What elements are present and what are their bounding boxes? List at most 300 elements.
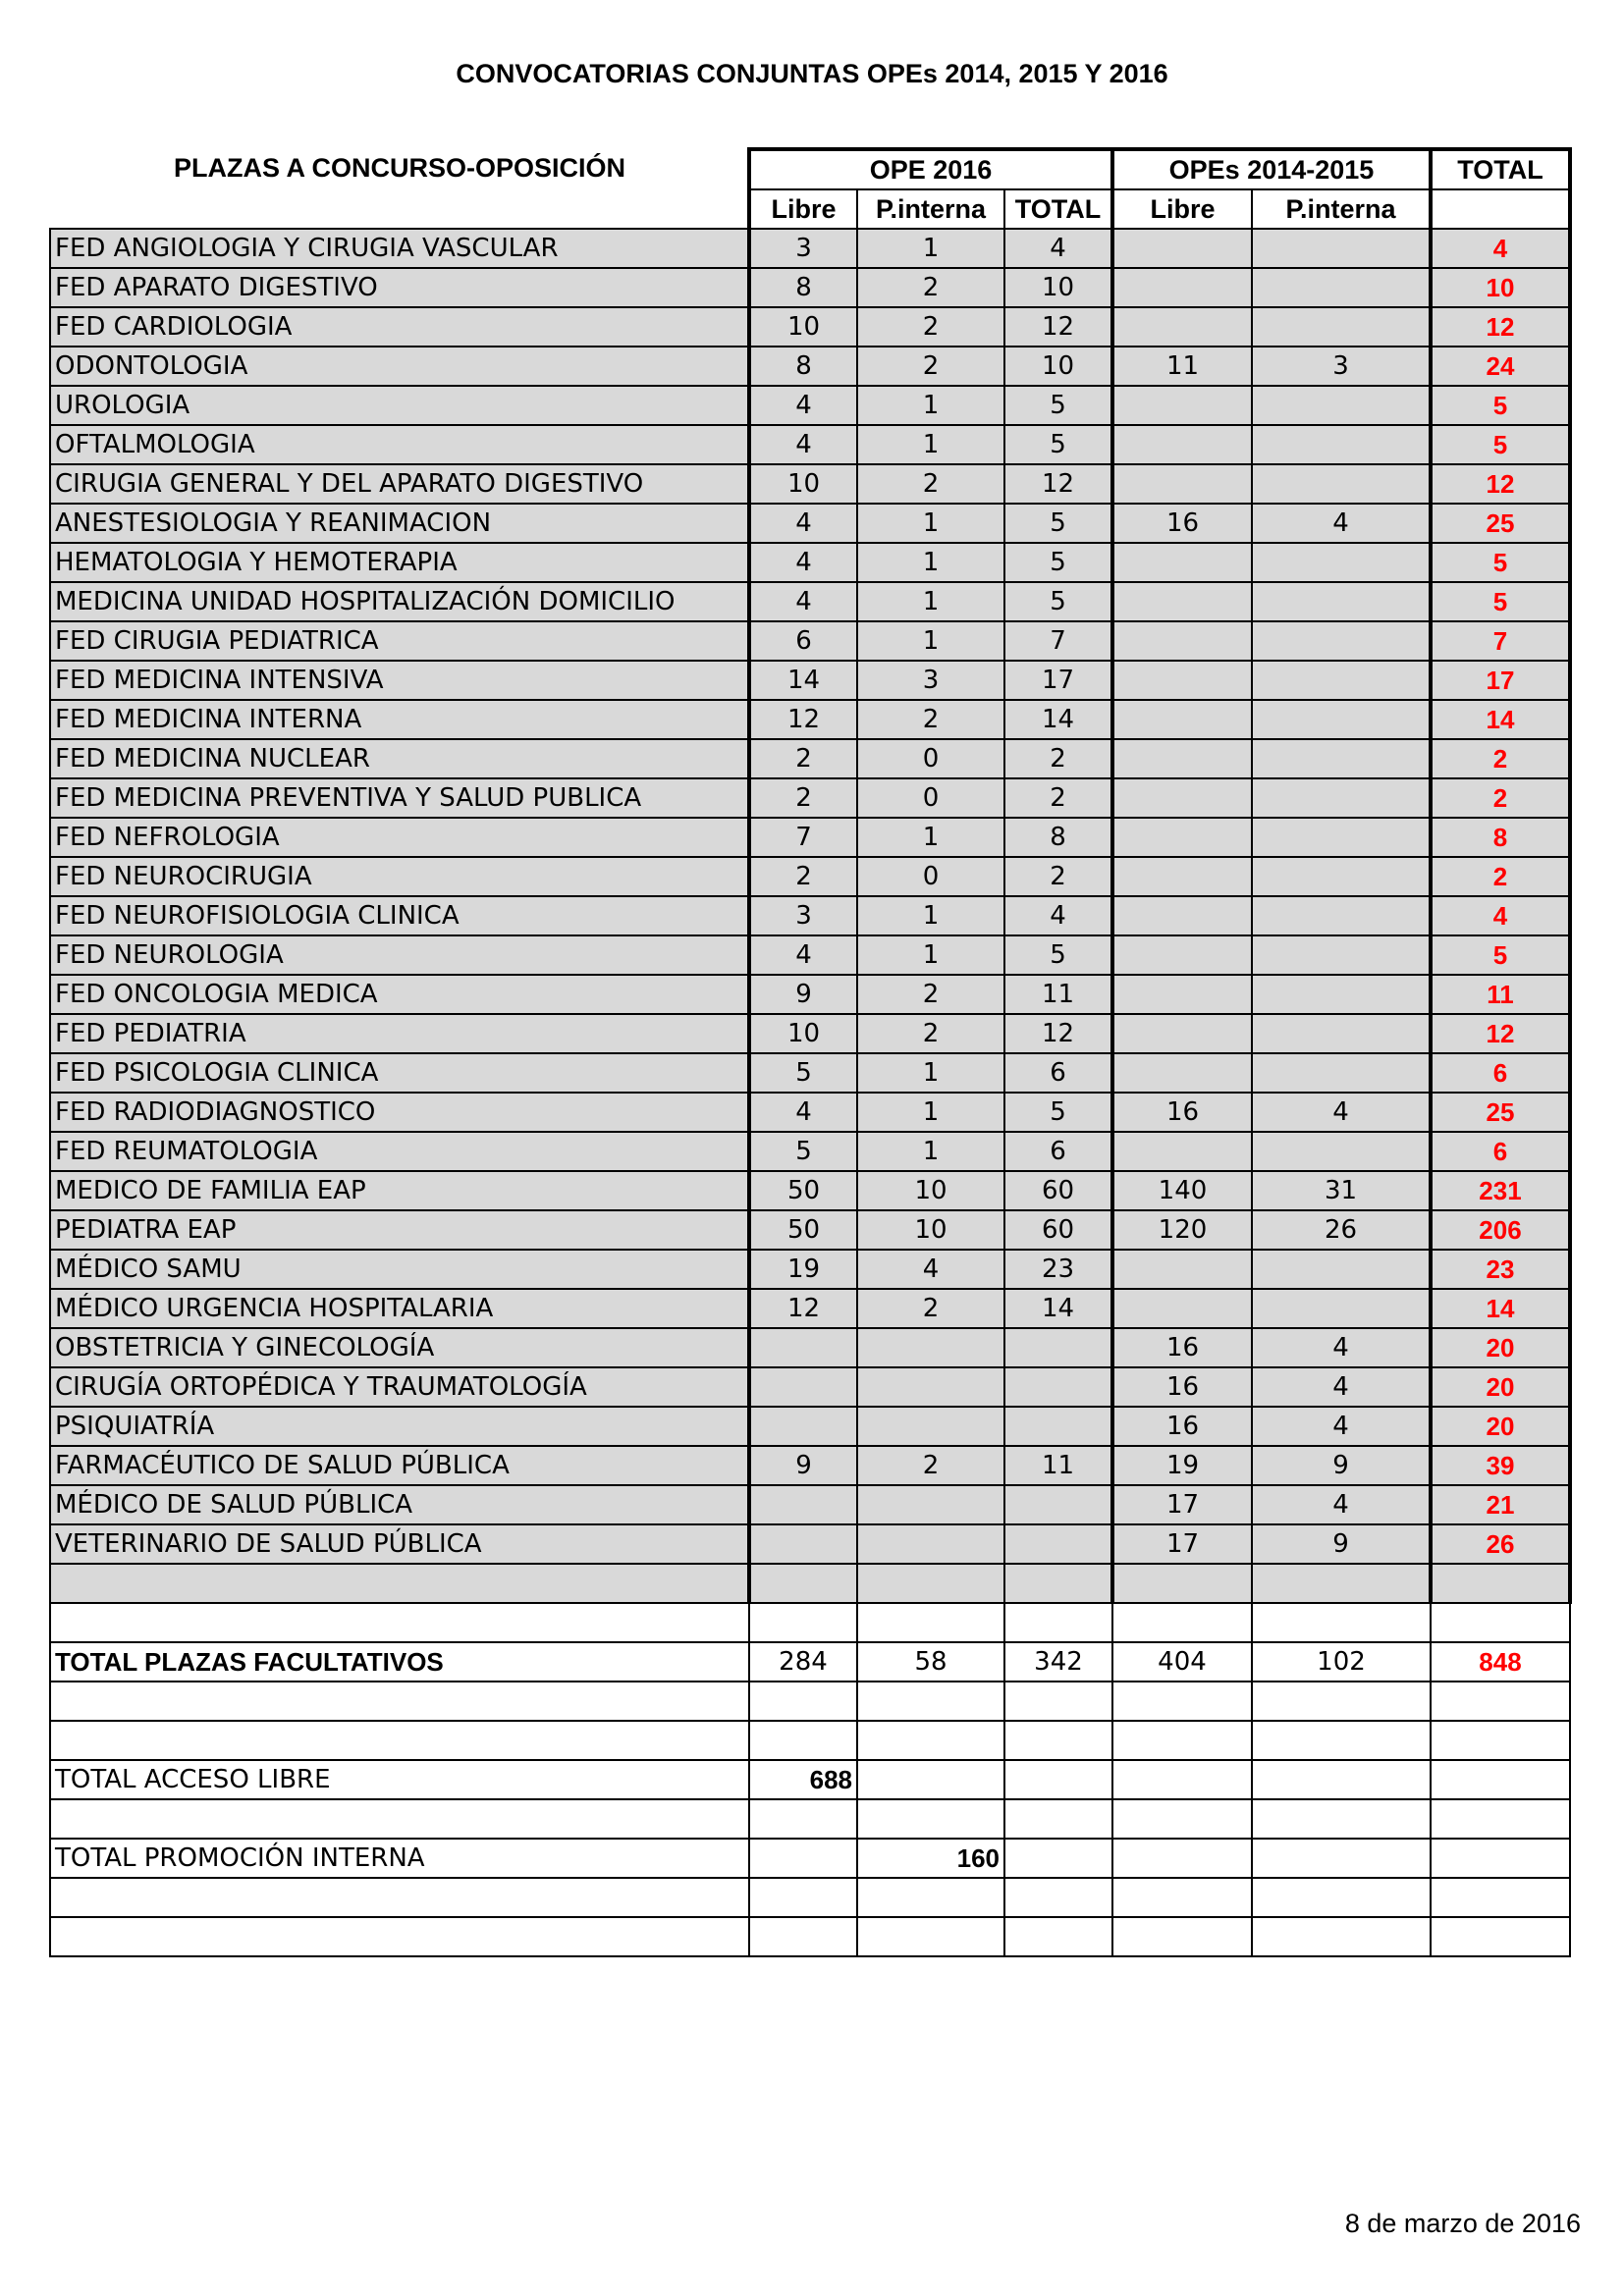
cell-libre16: 5 <box>749 1132 857 1171</box>
sub-total-2016: TOTAL <box>1004 189 1112 229</box>
specialty-name: MÉDICO URGENCIA HOSPITALARIA <box>50 1289 749 1328</box>
total-pinterna-2016: 58 <box>857 1642 1004 1682</box>
cell-tot16: 12 <box>1004 464 1112 504</box>
cell-pint1415 <box>1252 896 1431 935</box>
spacer-row <box>50 1721 1570 1760</box>
cell-pint1415 <box>1252 268 1431 307</box>
cell-libre1415 <box>1112 1564 1252 1603</box>
table-row <box>50 582 1570 621</box>
cell-total: 25 <box>1431 1093 1570 1132</box>
cell-libre1415 <box>1112 307 1252 347</box>
cell-tot16: 7 <box>1004 621 1112 661</box>
specialty-name: FED NEFROLOGIA <box>50 818 749 857</box>
cell-tot16: 6 <box>1004 1053 1112 1093</box>
cell-libre16: 14 <box>749 661 857 700</box>
specialty-name: FED PSICOLOGIA CLINICA <box>50 1053 749 1093</box>
sub-pinterna-2014-2015: P.interna <box>1252 189 1431 229</box>
cell-pint1415: 31 <box>1252 1171 1431 1210</box>
table-row <box>50 1564 1570 1603</box>
cell-tot16: 10 <box>1004 268 1112 307</box>
table-row <box>50 1446 1570 1485</box>
spacer-row <box>50 1878 1570 1917</box>
cell-total: 11 <box>1431 975 1570 1014</box>
table-row <box>50 1014 1570 1053</box>
cell-total: 26 <box>1431 1524 1570 1564</box>
cell-tot16: 14 <box>1004 700 1112 739</box>
cell-pint1415 <box>1252 543 1431 582</box>
cell-pint1415 <box>1252 1250 1431 1289</box>
cell-tot16: 4 <box>1004 229 1112 268</box>
cell-total: 20 <box>1431 1328 1570 1367</box>
cell-pint16: 1 <box>857 386 1004 425</box>
cell-tot16: 2 <box>1004 778 1112 818</box>
spacer-row <box>50 1799 1570 1839</box>
cell-total: 23 <box>1431 1250 1570 1289</box>
cell-total: 24 <box>1431 347 1570 386</box>
cell-pint1415 <box>1252 739 1431 778</box>
cell-libre16: 2 <box>749 857 857 896</box>
table-row <box>50 1053 1570 1093</box>
cell-total: 25 <box>1431 504 1570 543</box>
cell-tot16 <box>1004 1564 1112 1603</box>
cell-pint1415 <box>1252 1132 1431 1171</box>
cell-total: 20 <box>1431 1407 1570 1446</box>
plazas-table <box>49 147 1572 1957</box>
cell-total: 206 <box>1431 1210 1570 1250</box>
cell-pint16: 1 <box>857 1053 1004 1093</box>
cell-pint16: 10 <box>857 1210 1004 1250</box>
cell-tot16 <box>1004 1407 1112 1446</box>
cell-tot16: 11 <box>1004 1446 1112 1485</box>
cell-pint1415: 4 <box>1252 504 1431 543</box>
cell-tot16: 5 <box>1004 386 1112 425</box>
document-date: 8 de marzo de 2016 <box>1344 2209 1581 2238</box>
cell-pint16: 10 <box>857 1171 1004 1210</box>
spacer-row <box>50 1917 1570 1956</box>
cell-tot16: 4 <box>1004 896 1112 935</box>
cell-pint16: 2 <box>857 347 1004 386</box>
cell-pint16 <box>857 1564 1004 1603</box>
cell-libre1415 <box>1112 1250 1252 1289</box>
specialty-name: PSIQUIATRÍA <box>50 1407 749 1446</box>
cell-pint1415 <box>1252 307 1431 347</box>
header-row-groups <box>50 149 1570 189</box>
specialty-name: FARMACÉUTICO DE SALUD PÚBLICA <box>50 1446 749 1485</box>
cell-pint16: 2 <box>857 1289 1004 1328</box>
table-row <box>50 935 1570 975</box>
cell-pint1415: 4 <box>1252 1485 1431 1524</box>
cell-tot16: 17 <box>1004 661 1112 700</box>
sub-libre-2014-2015: Libre <box>1112 189 1252 229</box>
cell-pint1415 <box>1252 1564 1431 1603</box>
total-grand: 848 <box>1431 1642 1570 1682</box>
cell-libre1415 <box>1112 464 1252 504</box>
cell-tot16: 5 <box>1004 543 1112 582</box>
cell-libre1415 <box>1112 818 1252 857</box>
table-row <box>50 386 1570 425</box>
cell-pint16 <box>857 1485 1004 1524</box>
cell-libre16: 4 <box>749 543 857 582</box>
cell-total: 2 <box>1431 739 1570 778</box>
cell-libre1415 <box>1112 386 1252 425</box>
table-row <box>50 1250 1570 1289</box>
cell-total: 12 <box>1431 1014 1570 1053</box>
table-row <box>50 268 1570 307</box>
cell-pint16: 0 <box>857 739 1004 778</box>
cell-pint16: 2 <box>857 700 1004 739</box>
table-row <box>50 778 1570 818</box>
cell-libre1415 <box>1112 1289 1252 1328</box>
cell-libre1415 <box>1112 229 1252 268</box>
cell-libre16: 9 <box>749 975 857 1014</box>
cell-libre1415 <box>1112 621 1252 661</box>
cell-total: 39 <box>1431 1446 1570 1485</box>
cell-libre16: 4 <box>749 935 857 975</box>
specialty-name: HEMATOLOGIA Y HEMOTERAPIA <box>50 543 749 582</box>
table-row <box>50 425 1570 464</box>
cell-total: 4 <box>1431 896 1570 935</box>
cell-libre1415: 120 <box>1112 1210 1252 1250</box>
cell-total: 12 <box>1431 307 1570 347</box>
table-row <box>50 1407 1570 1446</box>
cell-pint1415 <box>1252 1053 1431 1093</box>
cell-libre16: 6 <box>749 621 857 661</box>
cell-pint16 <box>857 1407 1004 1446</box>
sub-total-blank <box>1431 189 1570 229</box>
cell-pint16: 2 <box>857 464 1004 504</box>
cell-pint16: 1 <box>857 504 1004 543</box>
specialty-name: FED MEDICINA INTERNA <box>50 700 749 739</box>
specialty-name: UROLOGIA <box>50 386 749 425</box>
document-title: CONVOCATORIAS CONJUNTAS OPEs 2014, 2015 Y 2016 <box>456 59 1168 88</box>
cell-libre1415 <box>1112 543 1252 582</box>
cell-libre16: 2 <box>749 739 857 778</box>
cell-total: 14 <box>1431 1289 1570 1328</box>
cell-libre16: 4 <box>749 386 857 425</box>
cell-total: 5 <box>1431 386 1570 425</box>
specialty-name: VETERINARIO DE SALUD PÚBLICA <box>50 1524 749 1564</box>
cell-tot16: 2 <box>1004 857 1112 896</box>
table-row <box>50 739 1570 778</box>
cell-tot16 <box>1004 1328 1112 1367</box>
cell-libre16: 50 <box>749 1171 857 1210</box>
cell-libre1415 <box>1112 1014 1252 1053</box>
cell-pint16: 1 <box>857 425 1004 464</box>
table-row <box>50 1132 1570 1171</box>
specialty-name: FED MEDICINA NUCLEAR <box>50 739 749 778</box>
specialty-name: MEDICO DE FAMILIA EAP <box>50 1171 749 1210</box>
cell-libre16 <box>749 1367 857 1407</box>
specialty-name: FED NEUROCIRUGIA <box>50 857 749 896</box>
specialty-name: ANESTESIOLOGIA Y REANIMACION <box>50 504 749 543</box>
table-row <box>50 896 1570 935</box>
table-row <box>50 1093 1570 1132</box>
group-ope-2016: OPE 2016 <box>749 149 1112 189</box>
cell-pint1415 <box>1252 582 1431 621</box>
acceso-libre-value: 688 <box>749 1760 857 1799</box>
cell-libre16: 7 <box>749 818 857 857</box>
cell-total: 20 <box>1431 1367 1570 1407</box>
specialty-name: PEDIATRA EAP <box>50 1210 749 1250</box>
cell-libre16 <box>749 1485 857 1524</box>
cell-pint16: 1 <box>857 229 1004 268</box>
cell-total: 2 <box>1431 778 1570 818</box>
cell-libre16: 5 <box>749 1053 857 1093</box>
specialty-name: CIRUGÍA ORTOPÉDICA Y TRAUMATOLOGÍA <box>50 1367 749 1407</box>
cell-libre1415 <box>1112 661 1252 700</box>
cell-pint1415 <box>1252 778 1431 818</box>
cell-tot16: 5 <box>1004 935 1112 975</box>
specialty-name: MEDICINA UNIDAD HOSPITALIZACIÓN DOMICILIO <box>50 582 749 621</box>
cell-libre1415 <box>1112 857 1252 896</box>
cell-pint16: 3 <box>857 661 1004 700</box>
cell-libre16: 4 <box>749 504 857 543</box>
cell-pint1415 <box>1252 229 1431 268</box>
cell-total: 10 <box>1431 268 1570 307</box>
specialty-name: OBSTETRICIA Y GINECOLOGÍA <box>50 1328 749 1367</box>
cell-libre1415 <box>1112 700 1252 739</box>
cell-total: 5 <box>1431 543 1570 582</box>
cell-tot16: 11 <box>1004 975 1112 1014</box>
cell-libre16: 4 <box>749 1093 857 1132</box>
specialty-name: FED APARATO DIGESTIVO <box>50 268 749 307</box>
cell-pint16: 1 <box>857 1132 1004 1171</box>
cell-libre1415 <box>1112 739 1252 778</box>
cell-tot16: 5 <box>1004 425 1112 464</box>
cell-libre1415 <box>1112 935 1252 975</box>
cell-total: 14 <box>1431 700 1570 739</box>
cell-total: 5 <box>1431 425 1570 464</box>
specialty-name: MÉDICO SAMU <box>50 1250 749 1289</box>
cell-libre16: 12 <box>749 1289 857 1328</box>
cell-libre16: 10 <box>749 464 857 504</box>
specialty-name: FED MEDICINA PREVENTIVA Y SALUD PUBLICA <box>50 778 749 818</box>
cell-libre1415 <box>1112 268 1252 307</box>
cell-pint1415 <box>1252 621 1431 661</box>
table-row <box>50 504 1570 543</box>
acceso-libre-label: TOTAL ACCESO LIBRE <box>50 1760 749 1799</box>
table-row <box>50 975 1570 1014</box>
cell-libre1415: 140 <box>1112 1171 1252 1210</box>
table-row <box>50 621 1570 661</box>
specialty-name: FED NEUROLOGIA <box>50 935 749 975</box>
table-row <box>50 1328 1570 1367</box>
cell-pint16: 0 <box>857 857 1004 896</box>
cell-pint16 <box>857 1524 1004 1564</box>
cell-total: 6 <box>1431 1053 1570 1093</box>
cell-total: 5 <box>1431 582 1570 621</box>
table-row <box>50 661 1570 700</box>
cell-total: 12 <box>1431 464 1570 504</box>
table-row <box>50 307 1570 347</box>
table-row <box>50 700 1570 739</box>
cell-tot16: 5 <box>1004 582 1112 621</box>
cell-total: 5 <box>1431 935 1570 975</box>
cell-pint16: 2 <box>857 268 1004 307</box>
cell-libre16 <box>749 1524 857 1564</box>
cell-pint16 <box>857 1367 1004 1407</box>
cell-tot16: 6 <box>1004 1132 1112 1171</box>
specialty-name: ODONTOLOGIA <box>50 347 749 386</box>
cell-libre16 <box>749 1407 857 1446</box>
table-row <box>50 1171 1570 1210</box>
cell-total: 8 <box>1431 818 1570 857</box>
header-row-subcolumns <box>50 189 1570 229</box>
cell-libre16: 10 <box>749 307 857 347</box>
cell-libre16: 3 <box>749 229 857 268</box>
cell-libre16: 3 <box>749 896 857 935</box>
total-libre-2014-2015: 404 <box>1112 1642 1252 1682</box>
cell-pint1415 <box>1252 935 1431 975</box>
cell-pint1415 <box>1252 857 1431 896</box>
specialty-name: FED PEDIATRIA <box>50 1014 749 1053</box>
cell-pint16: 1 <box>857 896 1004 935</box>
cell-libre16: 12 <box>749 700 857 739</box>
spacer-row <box>50 1603 1570 1642</box>
cell-libre1415: 16 <box>1112 1328 1252 1367</box>
specialty-name: FED REUMATOLOGIA <box>50 1132 749 1171</box>
promocion-interna-row <box>50 1839 1570 1878</box>
cell-total: 7 <box>1431 621 1570 661</box>
sub-libre-2016: Libre <box>749 189 857 229</box>
header-blank-cell <box>50 189 749 229</box>
cell-pint16: 4 <box>857 1250 1004 1289</box>
specialty-name: FED CARDIOLOGIA <box>50 307 749 347</box>
cell-tot16: 60 <box>1004 1171 1112 1210</box>
cell-pint1415: 26 <box>1252 1210 1431 1250</box>
cell-tot16 <box>1004 1524 1112 1564</box>
specialty-name: FED RADIODIAGNOSTICO <box>50 1093 749 1132</box>
cell-libre1415: 16 <box>1112 1093 1252 1132</box>
total-pinterna-2014-2015: 102 <box>1252 1642 1431 1682</box>
cell-pint1415: 3 <box>1252 347 1431 386</box>
acceso-libre-row <box>50 1760 1570 1799</box>
promocion-interna-label: TOTAL PROMOCIÓN INTERNA <box>50 1839 749 1878</box>
spacer-row <box>50 1682 1570 1721</box>
table-row <box>50 543 1570 582</box>
cell-libre1415 <box>1112 778 1252 818</box>
table-row <box>50 347 1570 386</box>
cell-total: 2 <box>1431 857 1570 896</box>
cell-libre1415: 11 <box>1112 347 1252 386</box>
cell-pint16 <box>857 1328 1004 1367</box>
cell-pint16: 2 <box>857 307 1004 347</box>
cell-tot16: 12 <box>1004 307 1112 347</box>
table-row <box>50 229 1570 268</box>
cell-pint1415: 4 <box>1252 1328 1431 1367</box>
cell-libre1415: 16 <box>1112 1367 1252 1407</box>
cell-libre1415: 16 <box>1112 504 1252 543</box>
sub-pinterna-2016: P.interna <box>857 189 1004 229</box>
table-row <box>50 464 1570 504</box>
cell-pint1415: 4 <box>1252 1093 1431 1132</box>
cell-tot16: 12 <box>1004 1014 1112 1053</box>
promocion-interna-value: 160 <box>857 1839 1004 1878</box>
cell-pint1415 <box>1252 661 1431 700</box>
cell-libre1415 <box>1112 1053 1252 1093</box>
cell-libre1415 <box>1112 975 1252 1014</box>
cell-libre1415 <box>1112 1132 1252 1171</box>
cell-pint1415: 9 <box>1252 1524 1431 1564</box>
plazas-table-footer <box>50 1603 1570 1956</box>
cell-pint16: 1 <box>857 818 1004 857</box>
table-row <box>50 1210 1570 1250</box>
cell-tot16: 23 <box>1004 1250 1112 1289</box>
cell-libre1415: 17 <box>1112 1524 1252 1564</box>
cell-libre16: 4 <box>749 425 857 464</box>
cell-pint16: 0 <box>857 778 1004 818</box>
specialty-name: OFTALMOLOGIA <box>50 425 749 464</box>
table-row <box>50 1524 1570 1564</box>
total-libre-2016: 284 <box>749 1642 857 1682</box>
group-total: TOTAL <box>1431 149 1570 189</box>
table-row <box>50 1289 1570 1328</box>
specialty-name: FED CIRUGIA PEDIATRICA <box>50 621 749 661</box>
cell-total: 21 <box>1431 1485 1570 1524</box>
total-plazas-row <box>50 1642 1570 1682</box>
cell-total: 17 <box>1431 661 1570 700</box>
cell-tot16: 14 <box>1004 1289 1112 1328</box>
specialty-name: FED NEUROFISIOLOGIA CLINICA <box>50 896 749 935</box>
table-row <box>50 857 1570 896</box>
header-blank-cell <box>50 149 749 189</box>
cell-libre16 <box>749 1328 857 1367</box>
cell-total: 231 <box>1431 1171 1570 1210</box>
cell-pint16: 2 <box>857 975 1004 1014</box>
cell-libre16: 2 <box>749 778 857 818</box>
cell-tot16: 5 <box>1004 504 1112 543</box>
specialty-name: MÉDICO DE SALUD PÚBLICA <box>50 1485 749 1524</box>
cell-libre1415 <box>1112 425 1252 464</box>
plazas-table-body <box>50 149 1570 1603</box>
cell-pint1415 <box>1252 1289 1431 1328</box>
cell-libre16: 8 <box>749 347 857 386</box>
cell-libre1415: 17 <box>1112 1485 1252 1524</box>
cell-pint1415 <box>1252 818 1431 857</box>
cell-tot16 <box>1004 1485 1112 1524</box>
specialty-name: FED ONCOLOGIA MEDICA <box>50 975 749 1014</box>
cell-tot16: 10 <box>1004 347 1112 386</box>
cell-libre16: 50 <box>749 1210 857 1250</box>
cell-total: 6 <box>1431 1132 1570 1171</box>
cell-pint16: 1 <box>857 1093 1004 1132</box>
cell-libre16: 4 <box>749 582 857 621</box>
cell-pint1415 <box>1252 975 1431 1014</box>
cell-pint16: 1 <box>857 935 1004 975</box>
cell-libre16: 10 <box>749 1014 857 1053</box>
cell-pint16: 1 <box>857 621 1004 661</box>
cell-libre1415: 16 <box>1112 1407 1252 1446</box>
cell-pint16: 2 <box>857 1446 1004 1485</box>
table-row <box>50 1485 1570 1524</box>
cell-pint1415 <box>1252 700 1431 739</box>
specialty-name <box>50 1564 749 1603</box>
cell-tot16 <box>1004 1367 1112 1407</box>
cell-libre16: 8 <box>749 268 857 307</box>
cell-libre1415 <box>1112 896 1252 935</box>
specialty-name: CIRUGIA GENERAL Y DEL APARATO DIGESTIVO <box>50 464 749 504</box>
plazas-header-label: PLAZAS A CONCURSO-OPOSICIÓN <box>173 153 625 183</box>
table-row <box>50 818 1570 857</box>
cell-libre1415 <box>1112 582 1252 621</box>
cell-tot16: 5 <box>1004 1093 1112 1132</box>
cell-tot16: 2 <box>1004 739 1112 778</box>
cell-tot16: 8 <box>1004 818 1112 857</box>
cell-pint1415: 4 <box>1252 1407 1431 1446</box>
cell-pint1415 <box>1252 386 1431 425</box>
table-row <box>50 1367 1570 1407</box>
cell-pint1415 <box>1252 425 1431 464</box>
